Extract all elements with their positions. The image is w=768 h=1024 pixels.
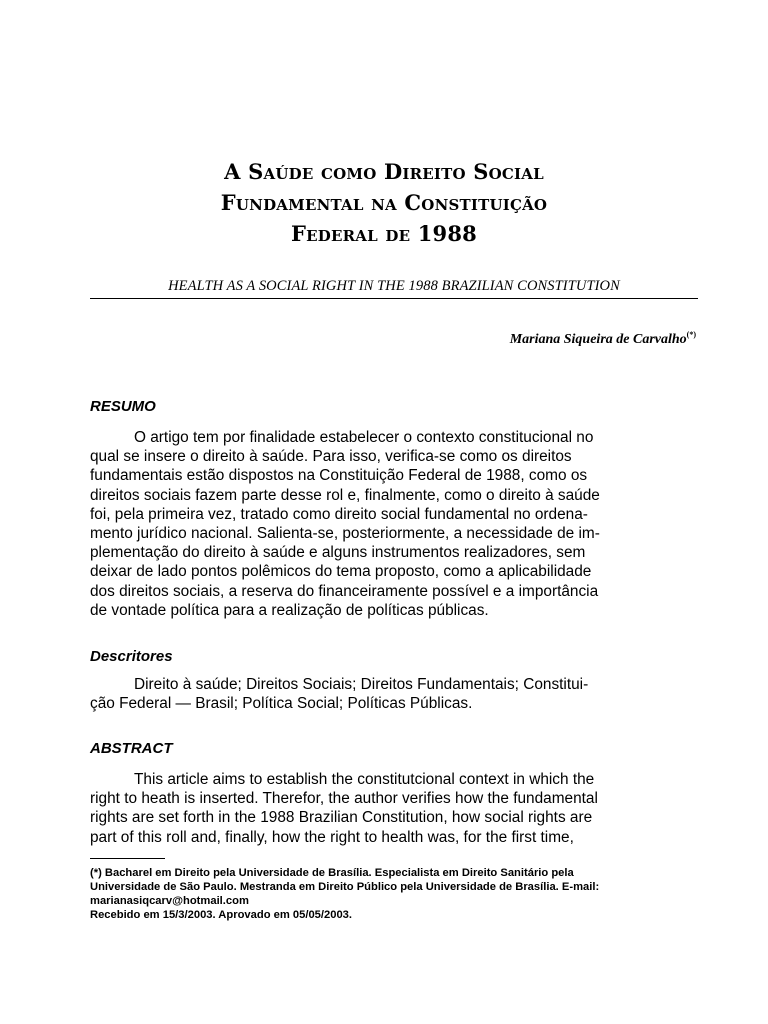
- title-line-2: Fundamental na Constituição: [220, 190, 548, 215]
- abstract-heading: ABSTRACT: [90, 740, 173, 757]
- footnote-email[interactable]: marianasiqcarv@hotmail.com: [90, 895, 249, 907]
- resumo-line: O artigo tem por finalidade estabelecer o contexto constitucional no: [134, 429, 594, 446]
- resumo-heading: RESUMO: [90, 398, 156, 415]
- resumo-paragraph: [90, 428, 697, 620]
- author-byline: [510, 330, 696, 348]
- footnote-line: (*) Bacharel em Direito pela Universidade de Brasília. Especialista em Direito Sanitário pela: [90, 867, 574, 879]
- resumo-line: foi, pela primeira vez, tratado como direito social fundamental no ordena-: [90, 505, 588, 523]
- abstract-line: right to heath is inserted. Therefor, the author verifies how the fundamental: [90, 790, 598, 808]
- descritores-paragraph: [90, 675, 697, 713]
- author-name: Mariana Siqueira de Carvalho: [509, 332, 687, 347]
- resumo-line: direitos sociais fazem parte desse rol e, finalmente, como o direito à saúde: [90, 486, 600, 504]
- descritores-line: Direito à saúde; Direitos Sociais; Direitos Fundamentais; Constitui-: [134, 676, 589, 693]
- abstract-line: part of this roll and, finally, how the right to health was, for the first time,: [90, 828, 574, 846]
- title-divider: [90, 298, 698, 299]
- article-title: [0, 156, 768, 249]
- abstract-line: This article aims to establish the constitutcional context in which the: [134, 771, 595, 788]
- resumo-line: de vontade política para a realização de políticas públicas.: [90, 601, 489, 619]
- resumo-line: mento jurídico nacional. Salienta-se, posteriormente, a necessidade de im-: [90, 525, 600, 543]
- resumo-line: fundamentais estão dispostos na Constituição Federal de 1988, como os: [90, 467, 588, 485]
- author-footnote-mark: (*): [686, 330, 696, 339]
- title-line-3: Federal de 1988: [291, 221, 477, 246]
- resumo-line: deixar de lado pontos polêmicos do tema proposto, como a aplicabilidade: [90, 563, 592, 581]
- descritores-line: ção Federal — Brasil; Política Social; Políticas Públicas.: [90, 695, 473, 713]
- resumo-line: qual se insere o direito à saúde. Para isso, verifica-se como os direitos: [90, 448, 572, 466]
- footnote: [90, 866, 697, 922]
- resumo-line: plementação do direito à saúde e alguns instrumentos realizadores, sem: [90, 544, 586, 562]
- abstract-paragraph: [90, 770, 697, 847]
- footnote-line: Universidade de São Paulo. Mestranda em Direito Público pela Universidade de Brasília. E-mail:: [90, 881, 600, 893]
- abstract-line: rights are set forth in the 1988 Brazilian Constitution, how social rights are: [90, 809, 593, 827]
- footnote-divider: [90, 858, 165, 859]
- footnote-line: Recebido em 15/3/2003. Aprovado em 05/05/2003.: [90, 909, 353, 921]
- descritores-heading: Descritores: [90, 648, 173, 665]
- resumo-line: dos direitos sociais, a reserva do financeiramente possível e a importância: [90, 582, 599, 600]
- title-line-1: A Saúde como Direito Social: [224, 159, 544, 184]
- english-title: HEALTH AS A SOCIAL RIGHT IN THE 1988 BRAZILIAN CONSTITUTION: [168, 278, 620, 294]
